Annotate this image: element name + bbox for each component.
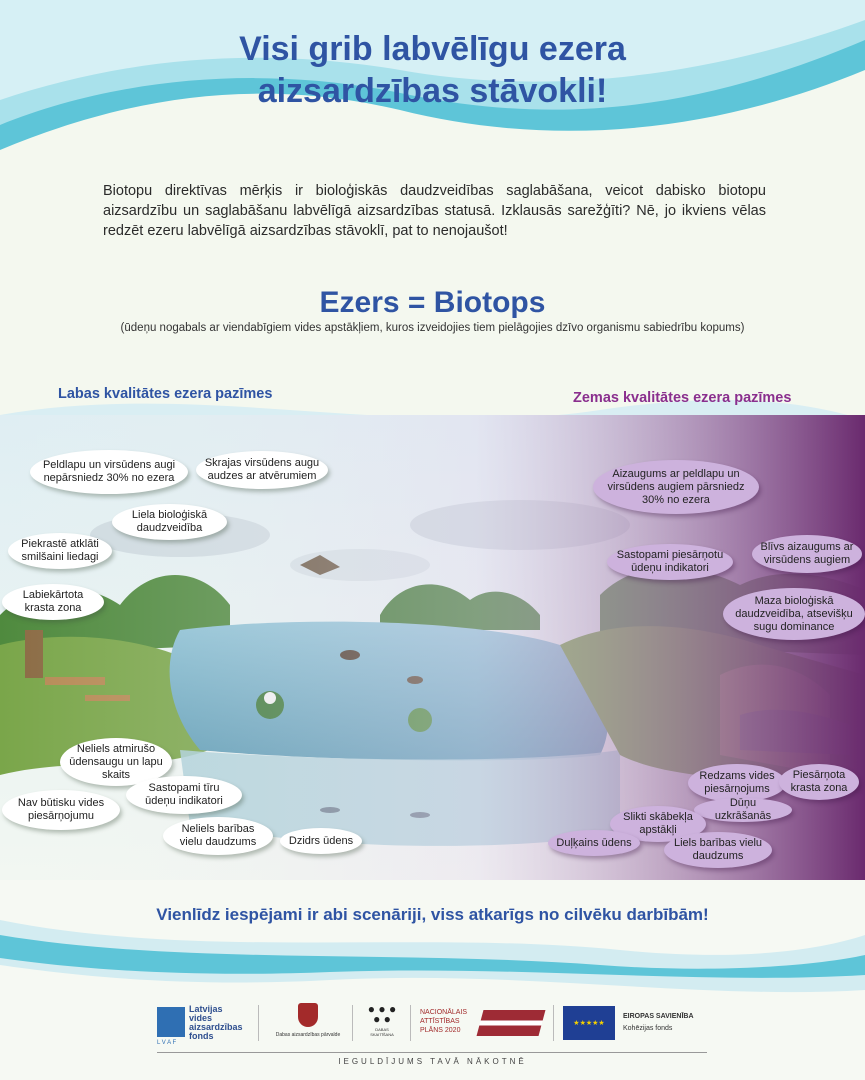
nap-logo: [420, 1006, 545, 1042]
eu-flag-icon: ★★★★★: [563, 1006, 615, 1040]
footer-message: Vienlīdz iespējami ir abi scenāriji, viss atkarīgs no cilvēku darbībām!: [156, 905, 709, 924]
flag-ribbon-icon: [477, 1010, 546, 1036]
bad-bubble: Duļķains ūdens: [548, 830, 640, 856]
bad-bubble: Maza bioloģiskā daudzveidība, atsevišķu sugu dominance: [723, 588, 865, 640]
lvaf-logo: [157, 1004, 249, 1046]
good-bubble: Liela bioloģiskā daudzveidība: [112, 504, 227, 540]
investment-slogan: IEGULDĪJUMS TAVĀ NĀKOTNĒ: [338, 1057, 527, 1066]
dap-label: Dabas aizsardzības pārvalde: [275, 1032, 341, 1038]
good-bubble: Labiekārtota krasta zona: [2, 584, 104, 620]
good-bubble: Skrajas virsūdens augu audzes ar atvērumiem: [196, 451, 328, 489]
bad-bubble: Liels barības vielu daudzums: [664, 832, 772, 868]
bad-bubble: Dūņu uzkrāšanās: [694, 798, 792, 822]
dap-logo: [268, 1003, 348, 1043]
divider: [553, 1005, 554, 1041]
footer-line: [157, 1052, 707, 1053]
good-bubble: Neliels barības vielu daudzums: [163, 817, 273, 855]
bad-quality-heading: Zemas kvalitātes ezera pazīmes: [573, 390, 792, 406]
lvaf-line-4: fonds: [189, 1031, 214, 1041]
divider: [410, 1005, 411, 1041]
lvaf-emblem: [157, 1007, 185, 1037]
bad-bubble: Piesārņota krasta zona: [779, 764, 859, 800]
good-bubble: Dzidrs ūdens: [280, 828, 362, 854]
dabas-skaitisana-logo: [362, 1004, 402, 1044]
good-bubble: Nav būtisku vides piesārņojumu: [2, 790, 120, 830]
good-bubble: Piekrastē atklāti smilšaini liedagi: [8, 533, 112, 569]
intro-paragraph: Biotopu direktīvas mērķis ir bioloģiskās daudzveidības saglabāšana, veicot dabisko biotopu aizsardzību un saglabāšanu labvēlīgā aizsardzības statusā. Izklausās sarežģīti? Nē, jo ikviens vēlas redzēt ezeru labvēlīgā aizsardzības stāvoklī, pat to nenojaušot!: [103, 183, 766, 239]
good-bubble: Neliels atmirušo ūdensaugu un lapu skaits: [60, 738, 172, 786]
bad-bubble: Sastopami piesārņotu ūdeņu indikatori: [607, 544, 733, 580]
title-line-1: Visi grib labvēlīgu ezera: [239, 30, 626, 68]
nap-line-2: ATTĪSTĪBAS: [420, 1018, 460, 1025]
nap-line-1: NACIONĀLAIS: [420, 1009, 468, 1016]
divider: [352, 1005, 353, 1041]
nap-line-3: PLĀNS 2020: [420, 1027, 461, 1034]
dots-icon: ● ● ● ● ●: [367, 1002, 397, 1026]
coat-of-arms-icon: [298, 1003, 318, 1027]
biotop-definition: (ūdeņu nogabals ar viendabīgiem vides apstākļiem, kuros izveidojies tiem pielāgojies dzīvo organismu sabiedrību kopums): [120, 322, 745, 334]
lvaf-line-2: vides: [189, 1013, 213, 1023]
divider: [258, 1005, 259, 1041]
title-line-2: aizsardzības stāvokli!: [257, 72, 608, 110]
lvaf-line-3: aizsardzības: [189, 1022, 243, 1032]
good-quality-heading: Labas kvalitātes ezera pazīmes: [58, 386, 273, 402]
dabas-line-1: DABAS: [375, 1027, 389, 1032]
bad-bubble: Aizaugums ar peldlapu un virsūdens augiem pārsniedz 30% no ezera: [593, 460, 759, 514]
good-bubble: Peldlapu un virsūdens augi nepārsniedz 30% no ezera: [30, 450, 188, 494]
lvaf-line-1: Latvijas: [189, 1004, 223, 1014]
lvaf-abbr: L V A F: [157, 1040, 177, 1046]
eu-logo: [563, 1006, 713, 1042]
good-bubble: Sastopami tīru ūdeņu indikatori: [126, 776, 242, 814]
eu-line-2: Kohēzijas fonds: [623, 1025, 673, 1032]
page-title: [0, 28, 865, 112]
eu-line-1: EIROPAS SAVIENĪBA: [623, 1013, 694, 1020]
bad-bubble: Slikti skābekļa apstākļi: [610, 806, 706, 842]
dabas-line-2: SKAITĪŠANA: [370, 1032, 394, 1037]
bad-bubble: Redzams vides piesārņojums: [688, 764, 786, 802]
biotop-heading: Ezers = Biotops: [319, 286, 546, 319]
bad-bubble: Blīvs aizaugums ar virsūdens augiem: [752, 535, 862, 573]
